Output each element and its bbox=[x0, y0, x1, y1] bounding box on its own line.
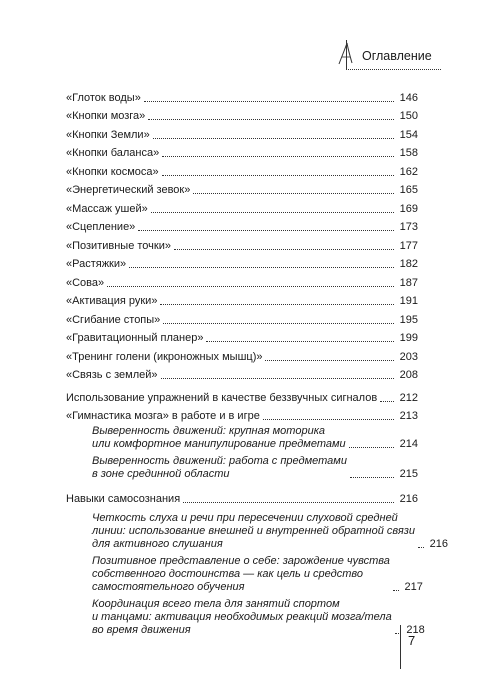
toc-entry-label: «Гравитационный планер» bbox=[66, 332, 204, 344]
toc-entry[interactable] bbox=[66, 197, 418, 216]
toc-entry-label: «Энергетический зевок» bbox=[66, 184, 191, 196]
toc-entry-page: 195 bbox=[399, 313, 418, 326]
toc-entry-label: «Сгибание стопы» bbox=[66, 313, 161, 326]
toc-entry-page: 169 bbox=[399, 202, 418, 215]
toc-entry-label: «Кнопки космоса» bbox=[66, 165, 159, 178]
subentry-line: в зоне срединной области bbox=[92, 468, 230, 480]
subentry-line: и танцами: активация необходимых реакций мозга/тела bbox=[92, 610, 392, 623]
leader-dots bbox=[174, 249, 394, 250]
toc-entry-label: «Гимнастика мозга» в работе и в игре bbox=[66, 410, 260, 422]
leader-dots bbox=[349, 447, 394, 448]
section-title: Оглавление bbox=[362, 49, 432, 63]
toc-entry-label: «Сова» bbox=[66, 276, 105, 289]
toc-entry[interactable] bbox=[66, 345, 418, 364]
toc-entry-page: 199 bbox=[399, 332, 418, 344]
toc-entry-label: «Кнопки баланса» bbox=[66, 147, 160, 159]
leader-dots bbox=[193, 193, 394, 194]
toc-entry-label: Использование упражнений в качестве беззвучных сигналов bbox=[66, 391, 378, 404]
toc-subentry-coordination[interactable] bbox=[92, 596, 425, 639]
leader-dots bbox=[418, 547, 424, 548]
toc-entry-page: 182 bbox=[399, 258, 418, 270]
toc-section-awareness[interactable] bbox=[66, 487, 418, 506]
toc-subentry-motor[interactable] bbox=[92, 423, 418, 453]
pen-nib-icon bbox=[336, 40, 354, 70]
toc-entry-label: «Массаж ушей» bbox=[66, 202, 148, 215]
leader-dots bbox=[206, 341, 394, 342]
toc-entry-page: 165 bbox=[399, 184, 418, 196]
toc-entry[interactable] bbox=[66, 123, 418, 142]
toc-entry-label: «Связь с землей» bbox=[66, 369, 158, 381]
footer-divider bbox=[400, 625, 401, 669]
toc-entry-page: 150 bbox=[399, 110, 418, 122]
leader-dots bbox=[162, 175, 394, 176]
toc-entry[interactable] bbox=[66, 86, 418, 105]
toc-entry[interactable] bbox=[66, 308, 418, 327]
leader-dots bbox=[151, 212, 394, 213]
running-header bbox=[336, 40, 441, 72]
toc-subentry-midline[interactable] bbox=[92, 453, 418, 483]
leader-dots bbox=[265, 360, 394, 361]
leader-dots bbox=[160, 304, 394, 305]
toc-entry-page: 146 bbox=[399, 91, 418, 104]
toc-entry-page: 216 bbox=[429, 537, 449, 550]
toc-entry[interactable] bbox=[66, 234, 418, 253]
toc-entry-page: 177 bbox=[399, 239, 418, 252]
leader-dots bbox=[263, 419, 394, 420]
toc-entry-page: 154 bbox=[399, 128, 418, 141]
toc-entry[interactable] bbox=[66, 327, 418, 346]
leader-dots bbox=[393, 590, 399, 591]
toc-entry[interactable] bbox=[66, 142, 418, 161]
toc-entry[interactable] bbox=[66, 160, 418, 179]
subentry-line: Координация всего тела для занятий спортом bbox=[92, 597, 340, 610]
subentry-line: во время движения bbox=[92, 623, 191, 636]
toc-entry-page: 187 bbox=[399, 276, 418, 289]
toc-entry[interactable] bbox=[66, 105, 418, 124]
subentry-line: Выверенность движений: крупная моторика bbox=[92, 425, 326, 437]
leader-dots bbox=[163, 323, 394, 324]
toc-entry-page: 216 bbox=[399, 492, 418, 505]
toc-entry-label: Навыки самосознания bbox=[66, 492, 181, 505]
toc-entry-label: «Растяжки» bbox=[66, 258, 127, 270]
leader-dots bbox=[148, 119, 394, 120]
toc-entry-page: 217 bbox=[404, 580, 423, 593]
leader-dots bbox=[107, 286, 394, 287]
subentry-line: линии: использование внешней и внутренней обратной связи bbox=[92, 524, 416, 537]
leader-dots bbox=[380, 401, 394, 402]
toc-entry-page: 214 bbox=[399, 438, 418, 450]
toc-entry[interactable] bbox=[66, 290, 418, 309]
toc-entry-page: 173 bbox=[399, 221, 418, 233]
leader-dots bbox=[144, 101, 394, 102]
table-of-contents bbox=[66, 86, 449, 639]
toc-entry-page: 208 bbox=[399, 369, 418, 381]
leader-dots bbox=[183, 502, 394, 503]
subentry-line: Позитивное представление о себе: зарождение чувства bbox=[92, 554, 390, 567]
toc-entry-page: 203 bbox=[399, 350, 418, 363]
page-number: 7 bbox=[408, 633, 416, 648]
toc-entry-label: «Позитивные точки» bbox=[66, 239, 171, 252]
toc-subentry-selfimage[interactable] bbox=[92, 553, 423, 596]
subentry-line: или комфортное манипулирование предметами bbox=[92, 438, 346, 450]
toc-section-signals[interactable] bbox=[66, 386, 418, 405]
subentry-line: собственного достоинства — как цель и средство bbox=[92, 567, 363, 580]
toc-entry-page: 191 bbox=[399, 295, 418, 307]
toc-section-gym[interactable] bbox=[66, 405, 418, 424]
subentry-line: Четкость слуха и речи при пересечении слуховой средней bbox=[92, 511, 398, 524]
leader-dots bbox=[350, 477, 394, 478]
toc-entry-page: 218 bbox=[406, 623, 425, 636]
toc-entry-label: «Кнопки Земли» bbox=[66, 128, 150, 141]
toc-entry-page: 212 bbox=[399, 391, 418, 404]
leader-dots bbox=[153, 138, 394, 139]
toc-entry-label: «Активация руки» bbox=[66, 295, 158, 307]
toc-entry[interactable] bbox=[66, 253, 418, 272]
leader-dots bbox=[162, 156, 394, 157]
toc-entry[interactable] bbox=[66, 216, 418, 235]
toc-entry-label: «Глоток воды» bbox=[66, 91, 141, 104]
toc-entry[interactable] bbox=[66, 179, 418, 198]
header-divider bbox=[346, 40, 347, 70]
toc-entry-page: 215 bbox=[399, 468, 418, 480]
toc-entry-page: 162 bbox=[399, 165, 418, 178]
leader-dots bbox=[138, 230, 394, 231]
toc-entry-label: «Кнопки мозга» bbox=[66, 110, 146, 122]
header-dotted-rule bbox=[346, 69, 441, 70]
leader-dots bbox=[161, 378, 394, 379]
leader-dots bbox=[129, 267, 394, 268]
subentry-line: Выверенность движений: работа с предметами bbox=[92, 455, 347, 467]
toc-entry[interactable] bbox=[66, 271, 418, 290]
toc-subentry-listening[interactable] bbox=[92, 510, 449, 553]
toc-entry[interactable] bbox=[66, 364, 418, 383]
subentry-line: самостоятельного обучения bbox=[92, 580, 245, 593]
subentry-line: для активного слушания bbox=[92, 537, 223, 550]
toc-entry-page: 158 bbox=[399, 147, 418, 159]
toc-entry-label: «Тренинг голени (икроножных мышц)» bbox=[66, 350, 263, 363]
toc-entry-label: «Сцепление» bbox=[66, 221, 136, 233]
toc-entry-page: 213 bbox=[399, 410, 418, 422]
